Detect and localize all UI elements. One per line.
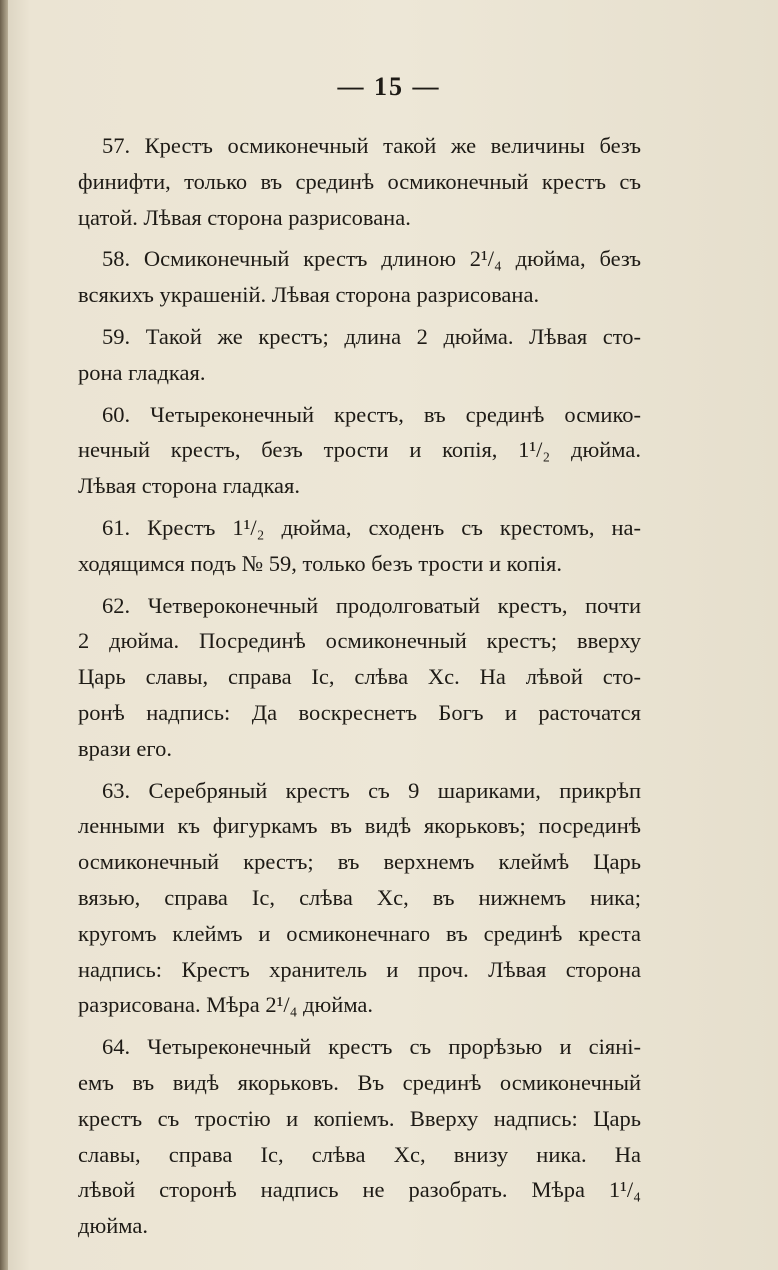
text-line: 61. Крестъ 1¹/₂ дюйма, сходенъ съ крестомъ, на- xyxy=(102,514,641,540)
text-line: ходящимся подъ № 59, только безъ трости и копія. xyxy=(78,550,562,576)
text-line: 57. Крестъ осмиконечный такой же величины безъ xyxy=(102,133,641,158)
text-line: емъ въ видѣ якорьковъ. Въ срединѣ осмиконечный xyxy=(78,1069,641,1095)
text-line: 63. Серебряный крестъ съ 9 шариками, прикрѣп xyxy=(102,777,641,803)
text-line: финифти, только въ срединѣ осмиконечный крестъ съ xyxy=(78,168,641,194)
text-line: всякихъ украшеній. Лѣвая сторона разрисована. xyxy=(78,282,540,308)
text-line: дюйма. xyxy=(78,1213,148,1239)
page-number: — 15 — xyxy=(337,72,441,101)
catalog-entry xyxy=(78,1029,641,1244)
page-text xyxy=(78,128,641,1250)
catalog-entry xyxy=(78,128,641,235)
catalog-entry xyxy=(78,319,641,391)
text-line: Лѣвая сторона гладкая. xyxy=(78,473,300,499)
text-line: Царь славы, справа Іс, слѣва Хс. На лѣвой сто- xyxy=(78,664,641,690)
text-line: кругомъ клеймъ и осмиконечнаго въ срединѣ креста xyxy=(78,920,641,946)
text-line: ленными къ фигуркамъ въ видѣ якорьковъ; посрединѣ xyxy=(78,813,641,839)
text-line: цатой. Лѣвая сторона разрисована. xyxy=(78,204,411,230)
text-line: 59. Такой же крестъ; длина 2 дюйма. Лѣвая сто- xyxy=(102,323,641,349)
text-line: врази его. xyxy=(78,735,172,761)
text-line: 58. Осмиконечный крестъ длиною 2¹/₄ дюйма, безъ xyxy=(102,246,641,272)
text-line: крестъ съ тростію и копіемъ. Вверху надпись: Царь xyxy=(78,1105,641,1131)
catalog-entry xyxy=(78,588,641,767)
catalog-entry xyxy=(78,241,641,313)
text-line: ронѣ надпись: Да воскреснетъ Богъ и расточатся xyxy=(78,699,641,725)
catalog-entry xyxy=(78,773,641,1024)
text-line: 62. Четвероконечный продолговатый крестъ, почти xyxy=(102,592,641,618)
text-line: вязью, справа Іс, слѣва Хс, въ нижнемъ ника; xyxy=(78,884,641,910)
text-line: нечный крестъ, безъ трости и копія, 1¹/₂ дюйма. xyxy=(78,437,641,463)
text-line: славы, справа Іс, слѣва Хс, внизу ника. На xyxy=(78,1141,641,1167)
text-line: 2 дюйма. Посрединѣ осмиконечный крестъ; вверху xyxy=(78,628,641,654)
text-line: надпись: Крестъ хранитель и проч. Лѣвая сторона xyxy=(78,956,641,982)
catalog-entry xyxy=(78,397,641,504)
text-line: 64. Четыреконечный крестъ съ прорѣзью и сіяні- xyxy=(102,1034,641,1060)
text-line: 60. Четыреконечный крестъ, въ срединѣ осмико- xyxy=(102,401,641,427)
page-binding-edge xyxy=(0,0,8,1270)
text-line: разрисована. Мѣра 2¹/₄ дюйма. xyxy=(78,992,374,1018)
text-line: осмиконечный крестъ; въ верхнемъ клеймѣ Царь xyxy=(78,849,641,875)
catalog-entry xyxy=(78,510,641,582)
text-line: рона гладкая. xyxy=(78,359,206,385)
text-line: лѣвой сторонѣ надпись не разобрать. Мѣра 1¹/₄ xyxy=(78,1177,641,1203)
